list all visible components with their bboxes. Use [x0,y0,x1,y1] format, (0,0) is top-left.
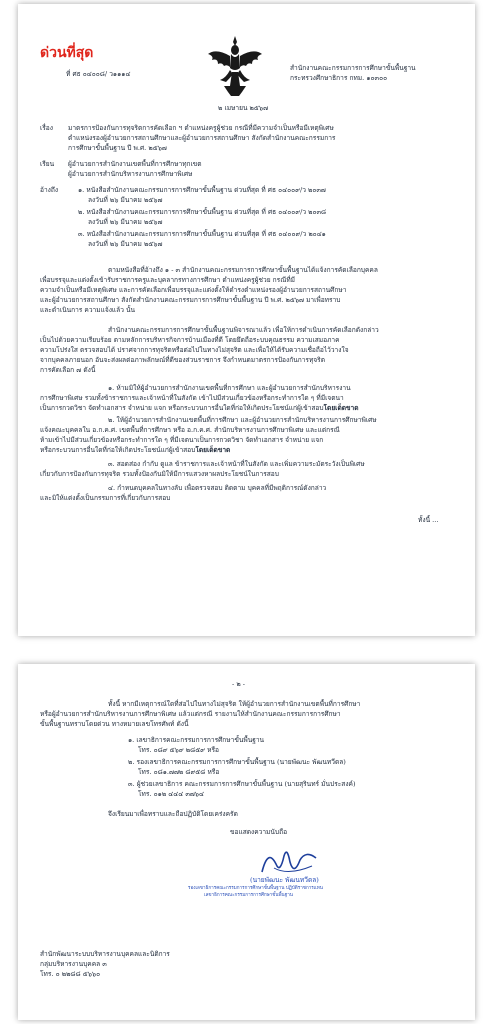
measure-item-2: ๒. ให้ผู้อำนวยการสำนักงานเขตพื้นที่การศึกษา และผู้อำนวยการสำนักบริหารงานการศึกษาพิเศษ [108,416,377,424]
signer-position: เลขาธิการคณะกรรมการการศึกษาขั้นพื้นฐาน [204,893,293,898]
regards-line: ขอแสดงความนับถือ [230,828,288,836]
reference-date: ลงวันที่ ๒๖ มีนาคม ๒๕๖๗ [88,196,163,204]
measure-item-4: และมิให้แต่งตั้งเป็นกรรมการที่เกี่ยวกับการสอบ [40,494,171,502]
paragraph-line: ความโปร่งใส ตรวจสอบได้ ปราศจากการทุจริตหรือต่อไปในทางไม่สุจริต และเพื่อให้ได้รับความเชื่อถือไว้วางใจ [40,346,349,354]
measure-item-1: ๑. ห้ามมิให้ผู้อำนวยการสำนักงานเขตพื้นที่การศึกษา และผู้อำนวยการสำนักบริหารงาน [108,384,351,392]
paragraph-line: เพื่อบรรจุและแต่งตั้งเข้ารับราชการครูและบุคลากรทางการศึกษา ตำแหน่งครูผู้ช่วย กรณีที่มี [40,276,296,284]
paragraph-line: เป็นไปด้วยความเรียบร้อย ตามหลักการบริหารกิจการบ้านเมืองที่ดี โดยยึดถือระบบคุณธรรม ความเสมอภาค [40,336,340,344]
contact-name: ๓. ผู้ช่วยเลขาธิการ คณะกรรมการการศึกษาขั้นพื้นฐาน (นายสุรินทร์ มั่นประสงค์) [128,780,356,788]
paragraph-line: การคัดเลือก ๗ ดังนี้ [40,366,96,374]
org-line-1: สำนักงานคณะกรรมการการศึกษาขั้นพื้นฐาน [290,64,416,72]
paragraph-line: และผู้อำนวยการสถานศึกษา สังกัดสำนักงานคณะกรรมการการศึกษาขั้นพื้นฐาน ปี พ.ศ. ๒๕๖๗ มาเพื่อทราบ [40,296,341,304]
signer-position: รองเลขาธิการคณะกรรมการการศึกษาขั้นพื้นฐาน ปฏิบัติราชการแทน [188,886,323,891]
reference-item: ๓. หนังสือสำนักงานคณะกรรมการการศึกษาขั้นพื้นฐาน ด่วนที่สุด ที่ ศธ ๐๔๐๐๙/ว ๒๐๔๑ [78,230,326,238]
reference-date: ลงวันที่ ๒๖ มีนาคม ๒๕๖๗ [88,240,163,248]
paragraph-line: ทั้งนี้ หากมีเหตุการณ์ใดที่ส่อไปในทางไม่สุจริต ให้ผู้อำนวยการสำนักงานเขตพื้นที่การศึกษา [108,700,361,708]
continue-marker: ทั้งนี้ ... [418,516,439,524]
garuda-emblem-icon [206,34,264,98]
contact-name: ๑. เลขาธิการคณะกรรมการการศึกษาขั้นพื้นฐาน [128,736,265,744]
contact-phone: โทร. ๐๘๙ ๕๖๙ ๒๘๕๙ หรือ [138,746,219,754]
paragraph-line: ความจำเป็นหรือมีเหตุพิเศษ และการคัดเลือกเพื่อบรรจุและแต่งตั้งให้ดำรงตำแหน่งรองผู้อำนวยการสถานศึกษา [40,286,347,294]
org-line-2: กระทรวงศึกษาธิการ กทม. ๑๐๓๐๐ [290,74,388,82]
emphasis-text: โดยเด็ดขาด [195,446,231,454]
reference-label: อ้างถึง [40,186,59,194]
document-number: ที่ ศธ ๐๔๐๐๘/ ว๑๑๑๔ [66,70,131,78]
paragraph-line: สำนักงานคณะกรรมการการศึกษาขั้นพื้นฐานพิจารณาแล้ว เพื่อให้การดำเนินการคัดเลือกดังกล่าว [108,326,379,334]
measure-item-1: เป็นการกวดวิชา จัดทำเอกสาร จำหน่าย แจก หรือกระบวนการอื่นใดที่ก่อให้เกิดประโยชน์แก่ผู้เข้าสอบโดยเด็ดขาด [40,404,359,412]
subject-line: มาตรการป้องกันการทุจริตการคัดเลือก ฯ ตำแหน่งครูผู้ช่วย กรณีที่มีความจำเป็นหรือมีเหตุพิเศษ [68,124,334,132]
to-line: ผู้อำนวยการสำนักบริหารงานการศึกษาพิเศษ [68,170,193,178]
measure-item-2: หรือกระบวนการอื่นใดที่ก่อให้เกิดประโยชน์แก่ผู้เข้าสอบโดยเด็ดขาด [40,446,231,454]
page-number: - ๒ - [232,680,245,688]
paragraph-line: ขั้นพื้นฐานทราบโดยด่วน ทางหมายเลขโทรศัพท์ ดังนี้ [40,720,189,728]
paragraph-line: หรือผู้อำนวยการสำนักบริหารงานการศึกษาพิเศษ แล้วแต่กรณี รายงานให้สำนักงานคณะกรรมการการศึกษา [40,710,341,718]
document-page-1 [18,4,475,636]
measure-item-4: ๔. กำหนดบุคคลในทางลับ เพื่อตรวจสอบ ติดตาม บุคคลที่มีพฤติการณ์ดังกล่าว [108,484,327,492]
subject-label: เรื่อง [40,124,53,132]
measure-item-2: ห้ามเข้าไปมีส่วนเกี่ยวข้องหรือกระทำการใด ๆ ที่มีเจตนาเป็นการกวดวิชา จัดทำเอกสาร จำหน่าย แจก [40,436,324,444]
paragraph-line: จากบุคคลภายนอก อันจะส่งผลต่อภาพลักษณ์ที่ดีของส่วนราชการ จึงกำหนดมาตรการป้องกันการทุจริต [40,356,325,364]
reference-item: ๑. หนังสือสำนักงานคณะกรรมการการศึกษาขั้นพื้นฐาน ด่วนที่สุด ที่ ศธ ๐๔๐๐๙/ว ๒๐๓๗ [78,186,326,194]
subject-line: การศึกษาขั้นพื้นฐาน ปี พ.ศ. ๒๕๖๗ [68,144,167,152]
office-name: สำนักพัฒนาระบบบริหารงานบุคคลและนิติการ [40,950,170,958]
measure-item-1: การศึกษาพิเศษ รวมทั้งข้าราชการและเจ้าหน้าที่ในสังกัด เข้าไปมีส่วนเกี่ยวข้องหรือกระทำการใด ๆ ที่มีเจตนา [40,394,344,402]
to-line: ผู้อำนวยการสำนักงานเขตพื้นที่การศึกษาทุกเขต [68,160,202,168]
document-page-2 [18,664,475,1020]
closing-line: จึงเรียนมาเพื่อทราบและถือปฏิบัติโดยเคร่งครัด [108,810,238,818]
reference-item: ๒. หนังสือสำนักงานคณะกรรมการการศึกษาขั้นพื้นฐาน ด่วนที่สุด ที่ ศธ ๐๔๐๐๙/ว ๒๐๓๘ [78,208,327,216]
contact-phone: โทร. ๐๘๑.๗๗๒ ๘๙๕๘ หรือ [138,768,220,776]
office-phone: โทร. ๐ ๒๒๘๘ ๕๖๖๐ [40,970,101,978]
subject-line: ตำแหน่งรองผู้อำนวยการสถานศึกษาและผู้อำนวยการสถานศึกษา สังกัดสำนักงานคณะกรรมการ [68,134,336,142]
paragraph-line: ตามหนังสือที่อ้างถึง ๑ - ๓ สำนักงานคณะกรรมการการศึกษาขั้นพื้นฐานได้แจ้งการคัดเลือกบุคคล [108,266,378,274]
urgent-label: ด่วนที่สุด [40,45,94,61]
paragraph-line: และดำเนินการ ความแจ้งแล้ว นั้น [40,306,136,314]
signer-name: (นายพัฒนะ พัฒนทวีดล) [250,876,319,884]
measure-item-3: เกี่ยวกับการป้องกันการทุจริต รวมทั้งป้องกันมิให้มีการแสวงหาผลประโยชน์ในการสอบ [40,470,279,478]
contact-name: ๒. รองเลขาธิการคณะกรรมการการศึกษาขั้นพื้นฐาน (นายพัฒนะ พัฒนทวีดล) [128,758,346,766]
measure-item-3: ๓. สอดส่อง กำกับ ดูแล ข้าราชการและเจ้าหน้าที่ในสังกัด และเพิ่มความระมัดระวังเป็นพิเศษ [108,460,365,468]
reference-date: ลงวันที่ ๒๖ มีนาคม ๒๕๖๗ [88,218,163,226]
contact-phone: โทร. ๐๑๒ ๔๔๔ ๓๗๖๔ [138,790,204,798]
measure-item-2: แจ้งคณะบุคคลใน อ.ก.ค.ศ. เขตพื้นที่การศึกษา หรือ อ.ก.ค.ศ. สำนักบริหารงานการศึกษาพิเศษ และแต่กรณี [40,426,340,434]
emphasis-text: โดยเด็ดขาด [323,404,359,412]
document-date: ๒ เมษายน ๒๕๖๗ [218,104,269,112]
to-label: เรียน [40,160,55,168]
office-group: กลุ่มบริหารงานบุคคล ๓ [40,960,107,968]
